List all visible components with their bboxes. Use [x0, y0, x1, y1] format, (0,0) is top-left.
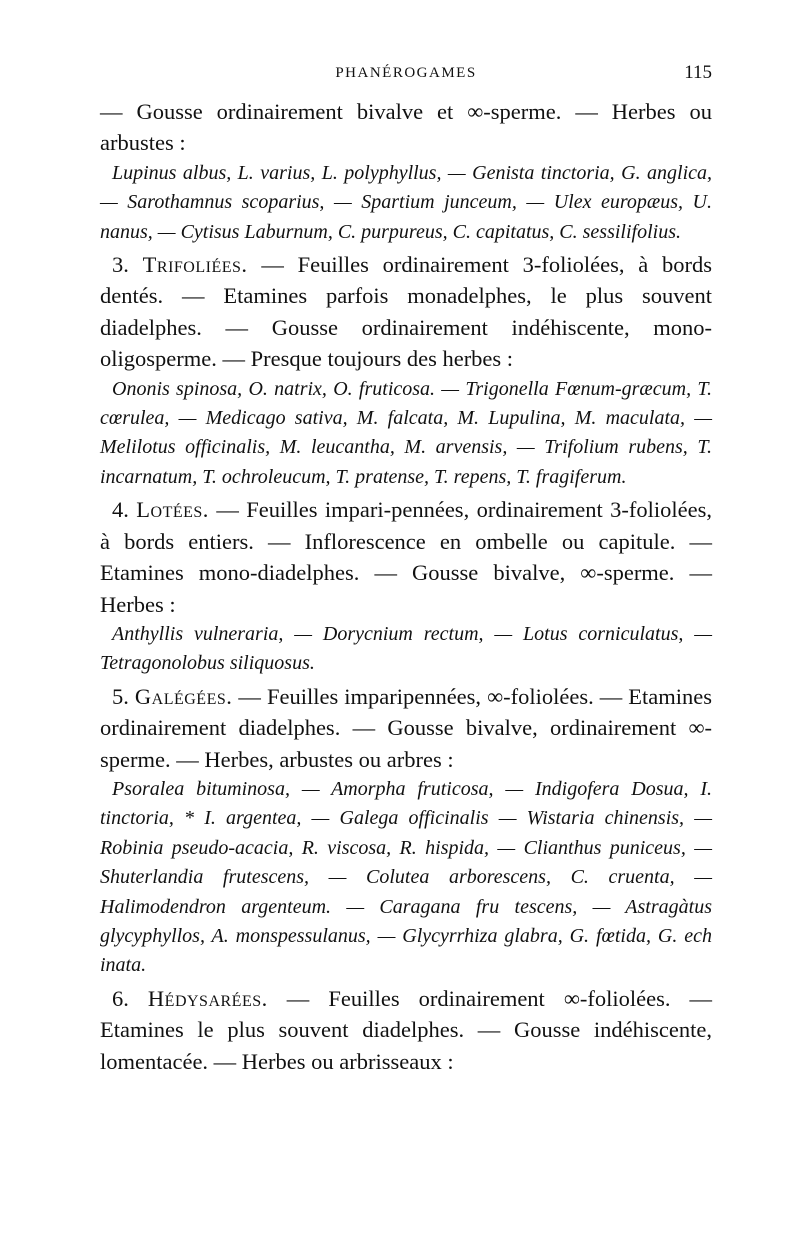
section-galegees	[100, 681, 712, 775]
section-name: Trifoliées.	[142, 252, 248, 278]
species-list-galegees: Psoralea bituminosa, — Amorpha fruticosa, — Indigofera Dosua, I. tinctoria, * I. argentea, — Galega officinalis — Wistaria chinensis, — Robinia pseudo-acacia, R. viscosa, R. hispida, — Clianthus puniceus, — Shuterlandia frutescens, — Colutea arborescens, C. cruenta, — Halimodendron argenteum. — Caragana fru tescens, — Astragàtus glycyphyllos, A. monspessulanus, — Glycyrrhiza glabra, G. fœtida, G. ech inata.	[100, 777, 712, 977]
page-header	[100, 62, 712, 86]
species-list-lotees: Anthyllis vulneraria, — Dorycnium rectum, — Lotus corniculatus, — Tetragonolobus siliquosus.	[100, 622, 712, 675]
section-hedysarees	[100, 983, 712, 1077]
section-description: — Feuilles ordinairement 3-foliolées, à bords dentés. — Etamines parfois monadelphes, le plus souvent diadelphes. — Gousse ordinairement indéhiscente, mono-oligosperme. — Presque toujours des herbes :	[100, 252, 712, 372]
page-body	[100, 96, 712, 1077]
section-description: — Feuilles ordinairement ∞-foliolées. — Etamines le plus souvent diadelphes. — Gousse indéhiscente, lomentacée. — Herbes ou arbrisseaux :	[100, 985, 713, 1074]
section-number: 6.	[112, 985, 129, 1011]
section-description: — Feuilles imparipennées, ∞-foliolées. — Etamines ordinairement diadelphes. — Gousse bivalve, ordinairement ∞-sperme. — Herbes, arbustes ou arbres :	[100, 683, 712, 772]
section-number: 5.	[112, 683, 129, 709]
section-name: Lotées.	[136, 497, 209, 523]
section-name: Hédysarées.	[147, 985, 268, 1011]
section-trifoliees	[100, 249, 712, 375]
species-list-genistees: Lupinus albus, L. varius, L. polyphyllus, — Genista tinctoria, G. anglica, — Sarothamnus scoparius, — Spartium junceum, — Ulex europæus, U. nanus, — Cytisus Laburnum, C. purpureus, C. capitatus, C. sessilifolius.	[100, 161, 712, 243]
section-description: — Feuilles impari-pennées, ordinairement 3-foliolées, à bords entiers. — Inflorescence en ombelle ou capitule. — Etamines mono-diadelphes. — Gousse bivalve, ∞-sperme. — Herbes :	[100, 497, 713, 617]
species-list-trifoliees: Ononis spinosa, O. natrix, O. fruticosa. — Trigonella Fœnum-græcum, T. cœrulea, — Medicago sativa, M. falcata, M. Lupulina, M. maculata, — Melilotus officinalis, M. leucantha, M. arvensis, — Trifolium rubens, T. incarnatum, T. ochroleucum, T. pratense, T. repens, T. fragiferum.	[100, 377, 712, 488]
section-name: Galégées.	[134, 683, 233, 709]
paragraph-gousse: — Gousse ordinairement bivalve et ∞-sperme. — Herbes ou arbustes :	[100, 99, 712, 156]
section-lotees	[100, 494, 712, 620]
running-title: PHANÉROGAMES	[335, 65, 477, 81]
section-number: 3.	[112, 252, 129, 278]
page-number: 115	[684, 62, 712, 83]
section-number: 4.	[112, 497, 129, 523]
